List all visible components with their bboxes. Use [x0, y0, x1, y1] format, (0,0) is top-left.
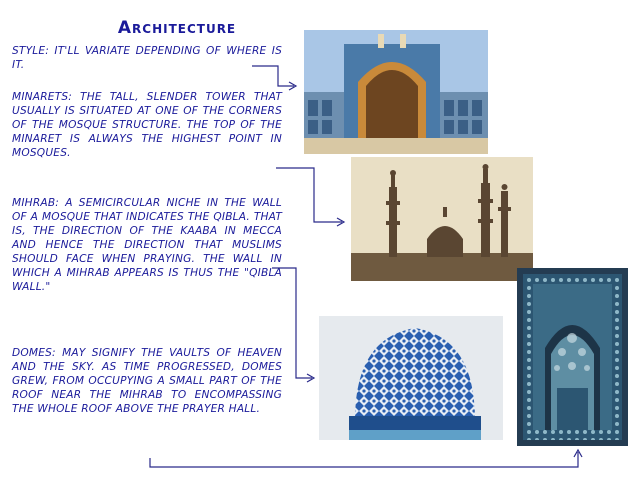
blue-dome-photo: [319, 316, 503, 440]
page-title: Architecture: [117, 18, 237, 38]
domes-paragraph: DOMES: MAY SIGNIFY THE VAULTS OF HEAVEN AND THE SKY. AS TIME PROGRESSED, DOMES GREW, FROM OCCUPYING A SMALL PART OF THE ROOF NEAR THE MIHRAB TO ENCOMPASSING THE WHOLE ROOF ABOVE THE PRAYER HALL.: [12, 347, 282, 415]
style-paragraph: STYLE: IT'LL VARIATE DEPENDING OF WHERE IS IT.: [12, 45, 282, 71]
mosque-iwan-photo: [304, 30, 488, 154]
minarets-photo: [351, 157, 533, 281]
mihrab-photo: [517, 268, 628, 446]
mihrab-paragraph: MIHRAB: A SEMICIRCULAR NICHE IN THE WALL OF A MOSQUE THAT INDICATES THE QIBLA. THAT IS, THE DIRECTION OF THE KAABA IN MECCA AND HENCE THE DIRECTION THAT MUSLIMS SHOULD FACE WHEN PRAYING. THE WALL IN WHICH A MIHRAB APPEARS IS THUS THE "QIBLA WALL.": [12, 197, 282, 293]
minarets-paragraph: MINARETS: THE TALL, SLENDER TOWER THAT USUALLY IS SITUATED AT ONE OF THE CORNERS OF THE MOSQUE STRUCTURE. THE TOP OF THE MINARET IS ALWAYS THE HIGHEST POINT IN MOSQUES.: [12, 91, 282, 159]
